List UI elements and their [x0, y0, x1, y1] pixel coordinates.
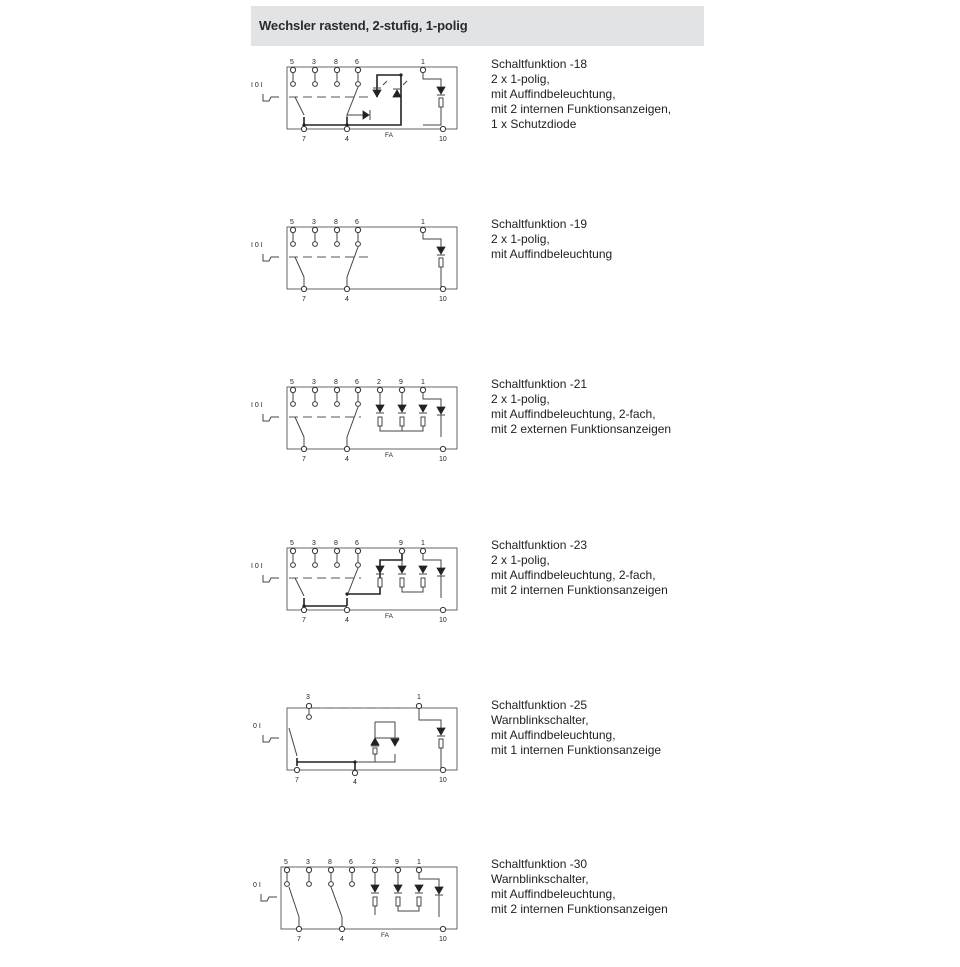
function-line: mit 2 internen Funktionsanzeigen: [491, 583, 668, 597]
terminal-label: 1: [417, 859, 421, 866]
terminal-label: 7: [302, 296, 306, 303]
terminal-label: 6: [355, 59, 359, 66]
function-line: mit 2 internen Funktionsanzeigen: [491, 902, 668, 916]
circuit-diagram-30: [251, 857, 471, 957]
terminal-label: 9: [395, 859, 399, 866]
terminal-label: 7: [302, 136, 306, 143]
function-title: Schaltfunktion -25: [491, 698, 588, 712]
terminal-label: 5: [290, 219, 294, 226]
function-line: mit Auffindbeleuchtung: [491, 247, 613, 261]
terminal-label: 3: [306, 859, 310, 866]
terminal-label: 8: [334, 379, 338, 386]
function-line: 1 x Schutzdiode: [491, 117, 577, 131]
terminal-label: 5: [290, 59, 294, 66]
terminal-label: 3: [312, 379, 316, 386]
terminal-label: 7: [302, 617, 306, 624]
terminal-label: 8: [334, 540, 338, 547]
position-label: I 0 I: [251, 563, 263, 570]
terminal-label: 10: [439, 296, 447, 303]
terminal-label: 7: [295, 777, 299, 784]
terminal-label: 5: [290, 540, 294, 547]
terminal-label: 3: [312, 540, 316, 547]
function-description: [491, 377, 671, 437]
terminal-label: 6: [355, 540, 359, 547]
position-label: 0 I: [253, 882, 261, 889]
terminal-label: 1: [417, 694, 421, 701]
function-title: Schaltfunktion -21: [491, 377, 588, 391]
terminal-label: 4: [353, 779, 357, 786]
function-line: 2 x 1-polig,: [491, 553, 550, 567]
function-line: mit Auffindbeleuchtung,: [491, 728, 616, 742]
terminal-label: 7: [297, 936, 301, 943]
function-description: [491, 857, 668, 917]
function-line: 2 x 1-polig,: [491, 392, 550, 406]
terminal-label: 3: [312, 59, 316, 66]
terminal-label: 10: [439, 456, 447, 463]
terminal-label: 3: [306, 694, 310, 701]
function-line: 2 x 1-polig,: [491, 72, 550, 86]
function-title: Schaltfunktion -30: [491, 857, 588, 871]
terminal-label: 6: [355, 379, 359, 386]
function-description: [491, 538, 668, 598]
function-line: mit Auffindbeleuchtung, 2-fach,: [491, 407, 656, 421]
terminal-label: 2: [372, 859, 376, 866]
terminal-label: 4: [345, 136, 349, 143]
terminal-label: 8: [334, 219, 338, 226]
position-label: 0 I: [253, 723, 261, 730]
terminal-label: 7: [302, 456, 306, 463]
terminal-label: 2: [377, 379, 381, 386]
terminal-label: 8: [328, 859, 332, 866]
section-header: [251, 6, 704, 46]
terminal-label: 4: [345, 296, 349, 303]
circuit-diagram-18: [251, 57, 471, 157]
terminal-label: 5: [284, 859, 288, 866]
function-line: 2 x 1-polig,: [491, 232, 550, 246]
function-line: Warnblinkschalter,: [491, 713, 589, 727]
terminal-label: 10: [439, 777, 447, 784]
function-line: mit 1 internen Funktionsanzeige: [491, 743, 662, 757]
function-row-18: [251, 57, 711, 167]
terminal-label: 1: [421, 59, 425, 66]
terminal-label: 6: [349, 859, 353, 866]
terminal-label: 4: [340, 936, 344, 943]
terminal-label: 10: [439, 617, 447, 624]
terminal-label: 8: [334, 59, 338, 66]
function-row-25: [251, 694, 711, 808]
terminal-label: 1: [421, 379, 425, 386]
fa-label: FA: [385, 132, 393, 139]
function-line: mit 2 externen Funktionsanzeigen: [491, 422, 672, 436]
function-line: mit Auffindbeleuchtung, 2-fach,: [491, 568, 656, 582]
position-label: I 0 I: [251, 82, 263, 89]
position-label: I 0 I: [251, 402, 263, 409]
terminal-label: 4: [345, 456, 349, 463]
terminal-label: 5: [290, 379, 294, 386]
function-description: [491, 57, 671, 132]
function-line: mit Auffindbeleuchtung,: [491, 887, 616, 901]
terminal-label: 10: [439, 136, 447, 143]
function-description: [491, 217, 612, 262]
function-row-30: [251, 857, 711, 967]
function-line: mit 2 internen Funktionsanzeigen,: [491, 102, 672, 116]
fa-label: FA: [385, 452, 393, 459]
function-line: mit Auffindbeleuchtung,: [491, 87, 616, 101]
section-title: Wechsler rastend, 2-stufig, 1-polig: [259, 18, 468, 33]
function-description: [491, 698, 661, 758]
position-label: I 0 I: [251, 242, 263, 249]
terminal-label: 1: [421, 219, 425, 226]
circuit-diagram-23: [251, 538, 471, 638]
function-row-23: [251, 538, 711, 648]
function-title: Schaltfunktion -23: [491, 538, 588, 552]
terminal-label: 9: [399, 540, 403, 547]
circuit-diagram-21: [251, 377, 471, 477]
circuit-diagram-25: [251, 694, 471, 798]
function-title: Schaltfunktion -18: [491, 57, 588, 71]
function-row-21: [251, 377, 711, 487]
fa-label: FA: [381, 932, 389, 939]
terminal-label: 10: [439, 936, 447, 943]
function-line: Warnblinkschalter,: [491, 872, 589, 886]
terminal-label: 1: [421, 540, 425, 547]
terminal-label: 3: [312, 219, 316, 226]
terminal-label: 6: [355, 219, 359, 226]
circuit-diagram-19: [251, 217, 471, 317]
fa-label: FA: [385, 613, 393, 620]
terminal-label: 9: [399, 379, 403, 386]
function-title: Schaltfunktion -19: [491, 217, 588, 231]
function-row-19: [251, 217, 711, 327]
terminal-label: 4: [345, 617, 349, 624]
